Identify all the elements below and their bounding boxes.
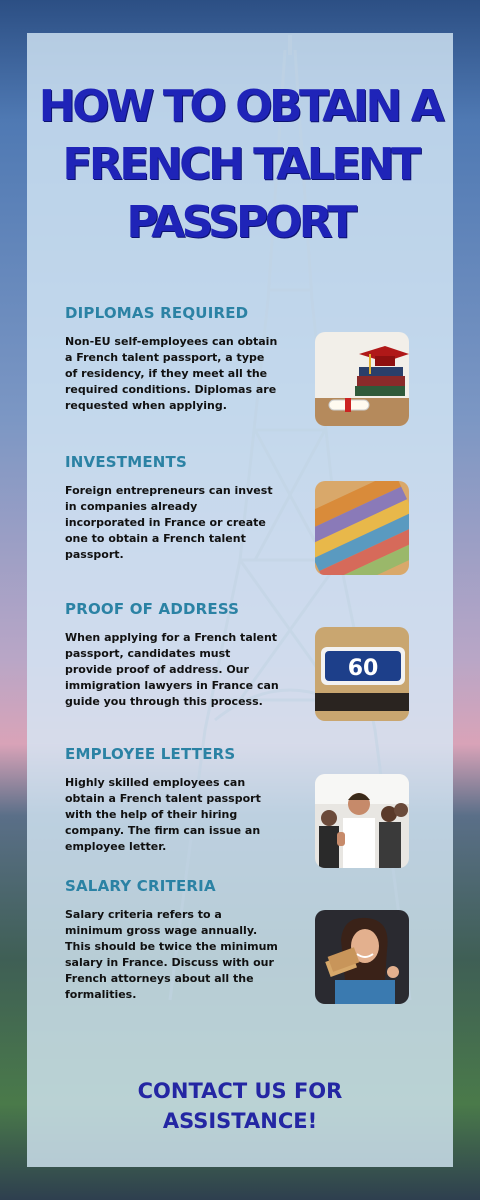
title-line-3: PASSPORT <box>126 197 354 248</box>
graduation-cap-icon <box>315 332 409 426</box>
section-heading: INVESTMENTS <box>65 453 187 471</box>
section-heading: SALARY CRITERIA <box>65 877 216 895</box>
contact-line-2: ASSISTANCE! <box>162 1109 318 1133</box>
plate-number: 60 <box>347 656 379 681</box>
section-text: Non-EU self-employees can obtain a French talent passport, a type of residency, if they meet all the required conditions. Diplomas are requested when applying. <box>65 335 278 412</box>
section-heading: DIPLOMAS REQUIRED <box>65 304 249 322</box>
section-text: When applying for a French talent passport, candidates must provide proof of address. Our immigration lawyers in France can guide you through this process. <box>65 631 279 708</box>
section-text: Foreign entrepreneurs can invest in companies already incorporated in France or create one to obtain a French talent passport. <box>65 484 273 561</box>
employees-icon <box>315 774 409 868</box>
title-line-2: FRENCH TALENT <box>62 139 418 190</box>
page-title <box>27 78 453 252</box>
banknotes-icon <box>315 481 409 575</box>
woman-with-money-icon <box>315 910 409 1004</box>
contact-line-1: CONTACT US FOR <box>137 1079 343 1103</box>
section-text: Highly skilled employees can obtain a French talent passport with the help of their hiring company. The firm can issue an employee letter. <box>65 776 261 853</box>
title-line-1: HOW TO OBTAIN A <box>38 81 442 132</box>
house-number-icon <box>315 627 409 721</box>
contact-call-to-action <box>27 1076 453 1136</box>
section-heading: PROOF OF ADDRESS <box>65 600 240 618</box>
section-text: Salary criteria refers to a minimum gross wage annually. This should be twice the minimum salary in France. Discuss with our French attorneys about all the formalities. <box>65 908 278 1001</box>
section-heading: EMPLOYEE LETTERS <box>65 745 236 763</box>
